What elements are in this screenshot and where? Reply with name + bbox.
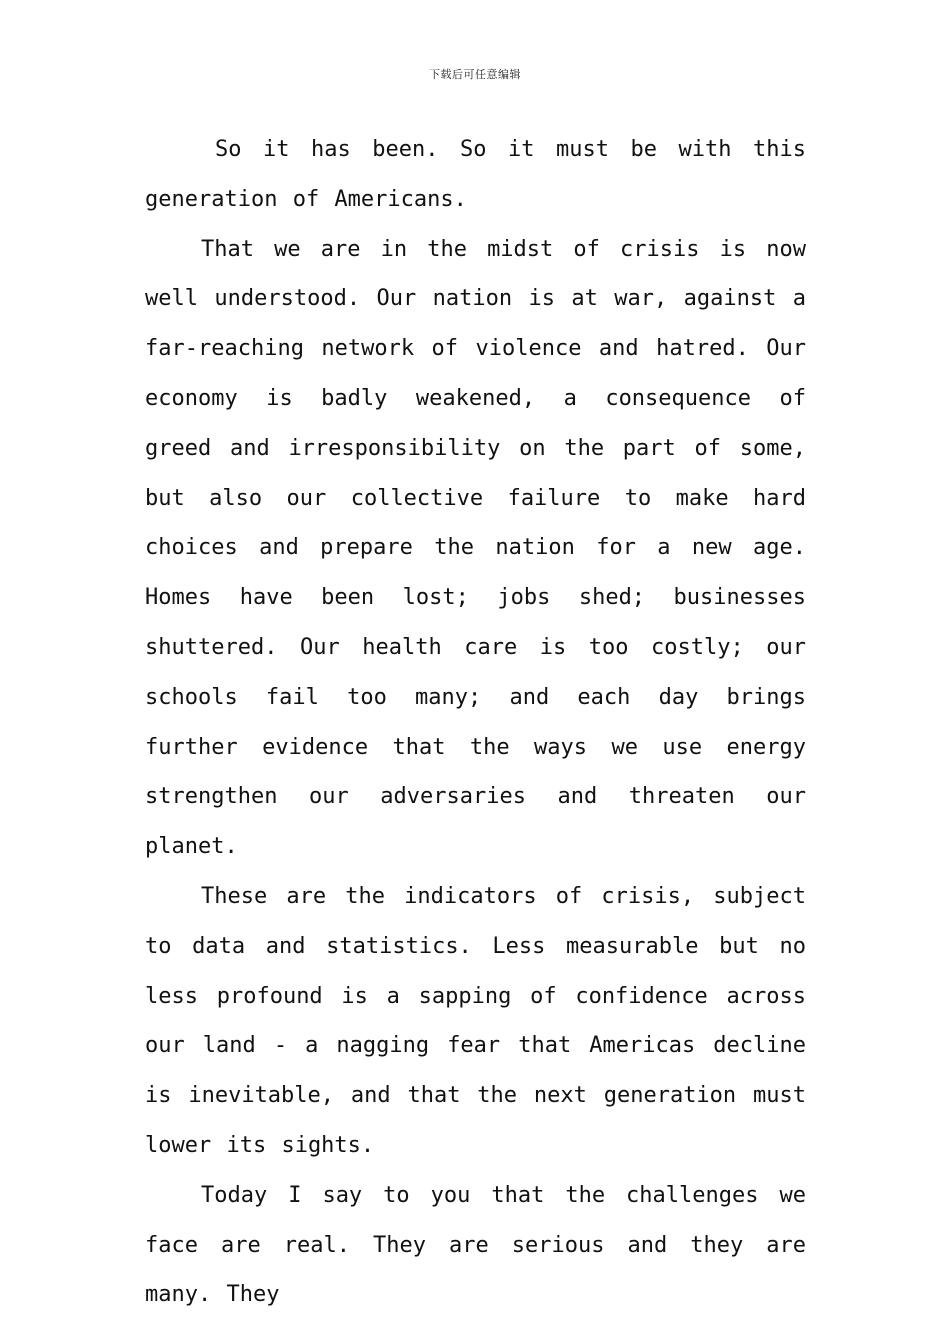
page-header: 下载后可任意编辑 [429,68,521,81]
paragraph-4: Today I say to you that the challenges we face are real. They are serious and they are many. They [145,1182,806,1308]
paragraph-2: That we are in the midst of crisis is now well understood. Our nation is at war, against a far-reaching network of violence and hatred. Our economy is badly weakened, a consequence of greed and irresponsibility on the part of some, but also our collective failure to make hard choices and prepare the nation for a new age. Homes have been lost; jobs shed; businesses shuttered. Our health care is too costly; our schools fail too many; and each day brings further evidence that the ways we use energy strengthen our adversaries and threaten our planet. [145,236,806,860]
paragraph-3: These are the indicators of crisis, subject to data and statistics. Less measurable but no less profound is a sapping of confidence across our land - a nagging fear that Americas decline is inevitable, and that the next generation must lower its sights. [145,883,806,1158]
document-body [145,125,806,1320]
paragraph-1: So it has been. So it must be with this generation of Americans. [145,137,806,212]
